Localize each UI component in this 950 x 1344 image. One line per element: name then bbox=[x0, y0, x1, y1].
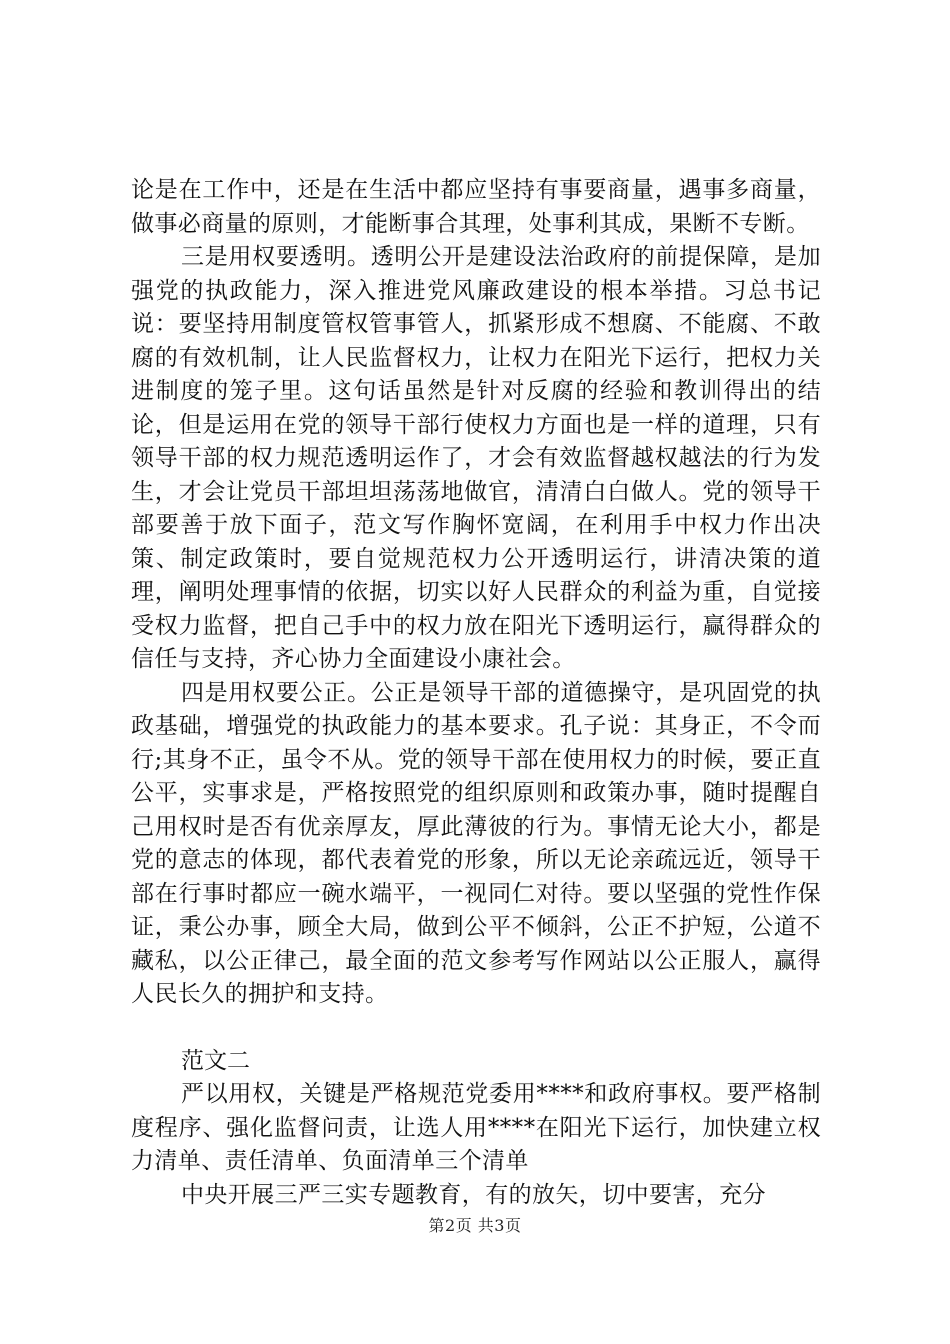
paragraph-5: 中央开展三严三实专题教育，有的放矢，切中要害，充分 bbox=[181, 1181, 766, 1208]
paragraph-1: 论是在工作中，还是在生活中都应坚持有事要商量，遇事多商量，做事必商量的原则，才能断事合其理，处事利其成，果断不专断。 bbox=[131, 177, 821, 237]
paragraph-3: 四是用权要公正。公正是领导干部的道德操守，是巩固党的执政基础，增强党的执政能力的基本要求。孔子说：其身正，不令而行;其身不正，虽令不从。党的领导干部在使用权力的时候，要正直公平，实事求是，严格按照党的组织原则和政策办事，随时提醒自己用权时是否有优亲厚友，厚此薄彼的行为。事情无论大小，都是党的意志的体现，都代表着党的形象，所以无论亲疏远近，领导干部在行事时都应一碗水端平，一视同仁对待。要以坚强的党性作保证，秉公办事，顾全大局，做到公平不倾斜，公正不护短，公道不藏私，以公正律己，最全面的范文参考写作网站以公正服人，赢得人民长久的拥护和支持。 bbox=[131, 679, 821, 1007]
paragraph-2: 三是用权要透明。透明公开是建设法治政府的前提保障，是加强党的执政能力，深入推进党风廉政建设的根本举措。习总书记说：要坚持用制度管权管事管人，抓紧形成不想腐、不能腐、不敢腐的有效机制，让人民监督权力，让权力在阳光下运行，把权力关进制度的笼子里。这句话虽然是针对反腐的经验和教训得出的结论，但是运用在党的领导干部行使权力方面也是一样的道理，只有领导干部的权力规范透明运作了，才会有效监督越权越法的行为发生，才会让党员干部坦坦荡荡地做官，清清白白做人。党的领导干部要善于放下面子，范文写作胸怀宽阔，在利用手中权力作出决策、制定政策时，要自觉规范权力公开透明运行，讲清决策的道理，阐明处理事情的依据，切实以好人民群众的利益为重，自觉接受权力监督，把自己手中的权力放在阳光下透明运行，赢得群众的信任与支持，齐心协力全面建设小康社会。 bbox=[131, 244, 821, 672]
page-footer: 第2页 共3页 bbox=[428, 1216, 522, 1235]
document-body bbox=[131, 174, 821, 1212]
paragraph-4: 严以用权，关键是严格规范党委用****和政府事权。要严格制度程序、强化监督问责，让选人用****在阳光下运行，加快建立权力清单、责任清单、负面清单三个清单 bbox=[131, 1081, 821, 1174]
paragraph-gap bbox=[131, 1012, 821, 1045]
section-title: 范文二 bbox=[181, 1047, 250, 1074]
